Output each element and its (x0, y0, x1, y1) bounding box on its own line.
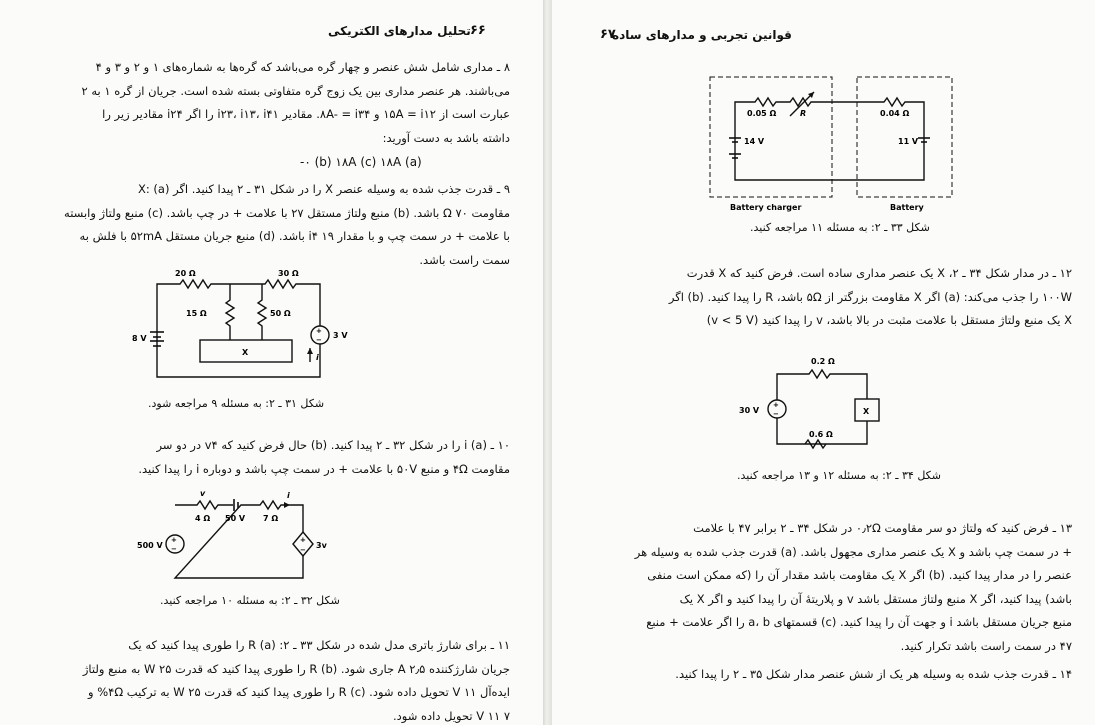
label-30-ohm: 30 Ω (278, 269, 299, 278)
element-x: X (863, 407, 870, 416)
problem-8-options: (a) ۰ (b) ۱۸A (c) ۱۸A- (300, 155, 422, 169)
label-11v: 11 V (898, 137, 919, 146)
text-line: ۸ ـ مداری شامل شش عنصر و چهار گره می‌باشد که گره‌ها به شماره‌های ۱ و ۲ و ۳ و ۴ (95, 60, 510, 74)
label-005-ohm: 0.05 Ω (747, 109, 777, 118)
text-line: ۱۴ ـ قدرت جذب شده به وسیله هر یک از شش عنصر مدار شکل ۳۵ ـ ۲ را پیدا کنید. (675, 667, 1072, 681)
text-line: ۷ V ۱۱ تحویل داده شود. (393, 708, 510, 723)
text-line: جریان شارژکننده A ۲٫۵ جاری شود. R (b) را طوری پیدا کنید که قدرت W ۲۵ به منبع ولتاژ (82, 661, 510, 676)
text-line: X یک منبع ولتاژ مستقل با علامت مثبت در بالا باشد، v را پیدا کنید (v < 5 V) (706, 313, 1072, 328)
figure-2-31 (130, 262, 360, 392)
label-4-ohm: 4 Ω (195, 514, 211, 523)
label-battery-charger: Battery charger (730, 203, 802, 212)
text-line: ۴۷ در سمت راست باشد تکرار کنید. (900, 638, 1072, 653)
text-line: مقاومت ۴Ω و منبع ۵۰V با علامت + در سمت چپ باشد و دوباره i را پیدا کنید. (138, 461, 510, 476)
source-plus: + (171, 536, 177, 544)
book-gutter (543, 0, 552, 725)
text-line: می‌باشند. هر عنصر مداری بین یک زوج گره متفاوتی بسته شده است. جریان از گره ۱ به ۲ (81, 83, 510, 98)
figure-2-33-caption: شکل ۳۳ ـ ۲: به مسئله ۱۱ مراجعه کنید. (750, 221, 930, 234)
figure-2-32-caption: شکل ۳۲ ـ ۲: به مسئله ۱۰ مراجعه کنید. (160, 594, 340, 607)
current-label: i (316, 353, 319, 362)
left-page (0, 0, 543, 725)
dep-plus: + (300, 536, 306, 544)
label-06-ohm: 0.6 Ω (809, 430, 833, 439)
label-02-ohm: 0.2 Ω (811, 357, 835, 366)
text-line: مقاومت Ω ۷۰ باشد. (b) منبع ولتاژ مستقل ۲۷ با علامت + در چپ باشد. (c) منبع ولتاژ وابسته (64, 205, 510, 220)
problem-9 (20, 178, 510, 272)
source-plus: + (316, 327, 322, 335)
page-number: ۶۷ (600, 27, 616, 42)
text-line: عبارت است از ۱۵A = i۱۲ و ۸A- = i۳۴. مقادیر i۲۳، i۱۳، i۴۱ را اگر i۲۴ مقادیر زیر را (102, 107, 510, 122)
text-line: داشته باشد به دست آورید: (382, 130, 510, 145)
text-line: ۱۳ ـ فرض کنید که ولتاژ دو سر مقاومت ۰٫۲Ω در شکل ۳۴ ـ ۲ برابر ۴۷ با علامت (693, 521, 1072, 535)
figure-2-32 (135, 486, 335, 586)
label-50-ohm: 50 Ω (270, 309, 291, 318)
source-minus: − (171, 545, 177, 553)
label-15-ohm: 15 Ω (186, 309, 207, 318)
problem-13 (602, 517, 1072, 659)
text-line: ۱۱ ـ برای شارژ باتری مدل شده در شکل ۳۳ ـ ۲: R (a) را طوری پیدا کنید که یک (128, 638, 510, 652)
v-label: v (200, 489, 206, 498)
label-30v: 30 V (739, 406, 760, 415)
text-line: ۱۰۰W را جذب می‌کند: (a) اگر X مقاومت بزرگتر از ۵Ω باشد، R را پیدا کنید. (b) اگر (668, 289, 1072, 304)
source-plus: + (773, 401, 779, 409)
text-line: باشد) پیدا کنید، اگر X منبع ولتاژ مستقل باشد v و پلاریتهٔ آن را پیدا کنید و اگر X یک (679, 591, 1072, 606)
label-r: R (800, 109, 807, 118)
element-x: X (242, 348, 249, 357)
text-line: ایده‌آل V ۱۱ تحویل داده شود. R (c) را طوری پیدا کنید که قدرت W ۲۵ به ترکیب ۴Ω% و (88, 685, 510, 700)
text-line: عنصر را در مدار پیدا کنید. (b) اگر X یک مقاومت باشد مقدار آن را (که ممکن است منفی (647, 568, 1072, 583)
source-minus: − (773, 410, 779, 418)
label-50v: 50 V (225, 514, 246, 523)
figure-2-34-caption: شکل ۳۴ ـ ۲: به مسئله ۱۲ و ۱۳ مراجعه کنید. (737, 469, 941, 482)
text-line: ۹ ـ قدرت جذب شده به وسیله عنصر X را در شکل ۳۱ ـ ۲ پیدا کنید. اگر X: (a) (138, 182, 510, 196)
label-3v: 3 V (333, 331, 348, 340)
figure-2-33 (702, 72, 962, 217)
text-line: ۱۰ ـ i (a) را در شکل ۳۲ ـ ۲ پیدا کنید. (b) حال فرض کنید که v۴ در دو سر (156, 438, 510, 452)
text-line: + در سمت چپ باشد و X یک عنصر مداری مجهول باشد. (a) قدرت جذب شده به وسیله هر (634, 544, 1072, 559)
label-004-ohm: 0.04 Ω (880, 109, 910, 118)
label-battery: Battery (890, 203, 924, 212)
problem-10 (20, 434, 510, 481)
label-dep-source: 3v (316, 541, 327, 550)
right-page (552, 0, 1095, 725)
running-title: تحلیل مدارهای الکتریکی (328, 24, 471, 38)
current-label: i (287, 491, 290, 500)
problem-11 (20, 634, 510, 725)
label-8v: 8 V (132, 334, 147, 343)
figure-2-31-caption: شکل ۳۱ ـ ۲: به مسئله ۹ مراجعه شود. (148, 397, 325, 410)
label-14v: 14 V (744, 137, 765, 146)
label-500v: 500 V (137, 541, 163, 550)
problem-12 (602, 262, 1072, 333)
dep-minus: − (300, 546, 306, 554)
label-20-ohm: 20 Ω (175, 269, 196, 278)
label-7-ohm: 7 Ω (263, 514, 279, 523)
running-title: قوانین تجربی و مدارهای ساده (612, 28, 792, 42)
page-number: ۶۶ (470, 23, 486, 38)
problem-8 (20, 56, 510, 150)
problem-14 (602, 663, 1072, 687)
text-line: منبع جریان مستقل باشد i و جهت آن را پیدا کنید. (c) قسمتهای a، b را اگر علامت + منبع (646, 615, 1072, 630)
text-line: با علامت + در سمت چپ و با مقدار i۴ ۱۹ باشد. (d) منبع جریان مستقل ۵۲mA با فلش به (79, 229, 510, 244)
figure-2-34 (737, 354, 897, 454)
text-line: ۱۲ ـ در مدار شکل ۳۴ ـ ۲، X یک عنصر مداری ساده است. فرض کنید که X قدرت (686, 266, 1072, 280)
source-minus: − (316, 336, 322, 344)
text-line: سمت راست باشد. (419, 252, 510, 267)
